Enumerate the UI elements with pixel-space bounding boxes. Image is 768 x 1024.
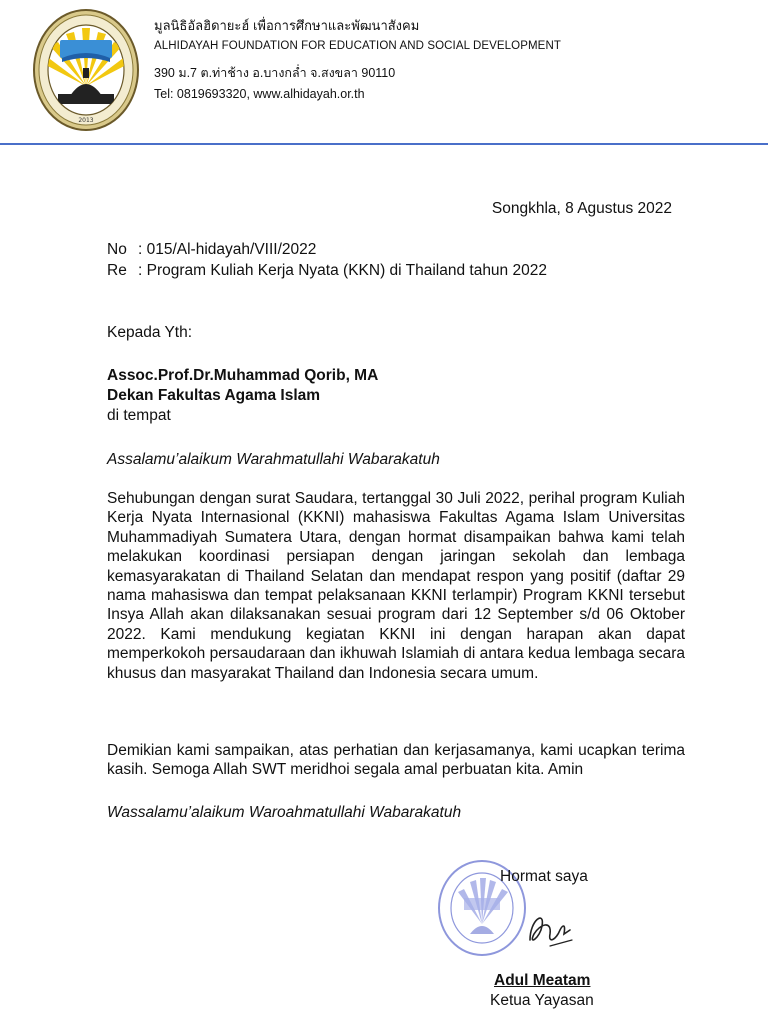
org-name-english: ALHIDAYAH FOUNDATION FOR EDUCATION AND SOCIAL DEVELOPMENT <box>154 40 561 52</box>
org-name-thai: มูลนิธิอัลฮิดายะฮ์ เพื่อการศึกษาและพัฒนาสังคม <box>154 18 420 33</box>
closing-greeting: Wassalamu’alaikum Waroahmatullahi Wabarakatuh <box>107 804 462 821</box>
foundation-logo <box>30 6 142 134</box>
addressee-intro: Kepada Yth: <box>107 324 193 341</box>
signer-name: Adul Meatam <box>494 972 591 989</box>
logo-year: 2013 <box>78 117 94 124</box>
letterhead-divider <box>0 143 768 145</box>
opening-greeting: Assalamu’alaikum Warahmatullahi Wabarakatuh <box>107 451 440 468</box>
recipient-title: Dekan Fakultas Agama Islam <box>107 387 321 404</box>
closing-paragraph: Demikian kami sampaikan, atas perhatian dan kerjasamanya, kami ucapkan terima kasih. Semoga Allah SWT meridhoi segala amal perbuatan kita. Amin <box>107 742 685 779</box>
subject-value: : Program Kuliah Kerja Nyata (KKN) di Thailand tahun 2022 <box>138 262 547 279</box>
org-address: 390 ม.7 ต.ท่าช้าง อ.บางกล่ำ จ.สงขลา 90110 <box>154 66 396 80</box>
recipient-place: di tempat <box>107 407 171 424</box>
org-contact: Tel: 0819693320, www.alhidayah.or.th <box>154 87 365 101</box>
sign-off: Hormat saya <box>500 868 588 885</box>
subject-label: Re <box>107 262 127 279</box>
recipient-name: Assoc.Prof.Dr.Muhammad Qorib, MA <box>107 367 379 384</box>
number-label: No <box>107 241 127 258</box>
handwritten-signature <box>500 900 580 960</box>
body-paragraph: Sehubungan dengan surat Saudara, tertanggal 30 Juli 2022, perihal program Kuliah Kerja Nyata Internasional (KKNI) mahasiswa Fakultas Agama Islam Universitas Muhammadiyah Sumatera Utara, dengan hormat disampaikan bahwa kami telah melakukan koordinasi persiapan dengan jaringan sekolah dan lembaga kemasyarakatan di Thailand Selatan dan mendapat respon yang positif (daftar 29 nama mahasiswa dan tempat pelaksanaan KKNI terlampir) Program KKNI tersebut Insya Allah akan dilaksanakan sesuai program dari 12 September s/d 06 Oktober 2022. Kami mendukung kegiatan KKNI ini dengan harapan akan dapat memperkokoh persaudaraan dan ikhuwah Islamiah di antara kedua lembaga secara khusus dan masyarakat Thailand dan Indonesia secara umum. <box>107 490 685 682</box>
signer-title: Ketua Yayasan <box>490 992 594 1009</box>
letter-date: Songkhla, 8 Agustus 2022 <box>491 200 672 217</box>
number-value: : 015/Al-hidayah/VIII/2022 <box>138 241 317 258</box>
